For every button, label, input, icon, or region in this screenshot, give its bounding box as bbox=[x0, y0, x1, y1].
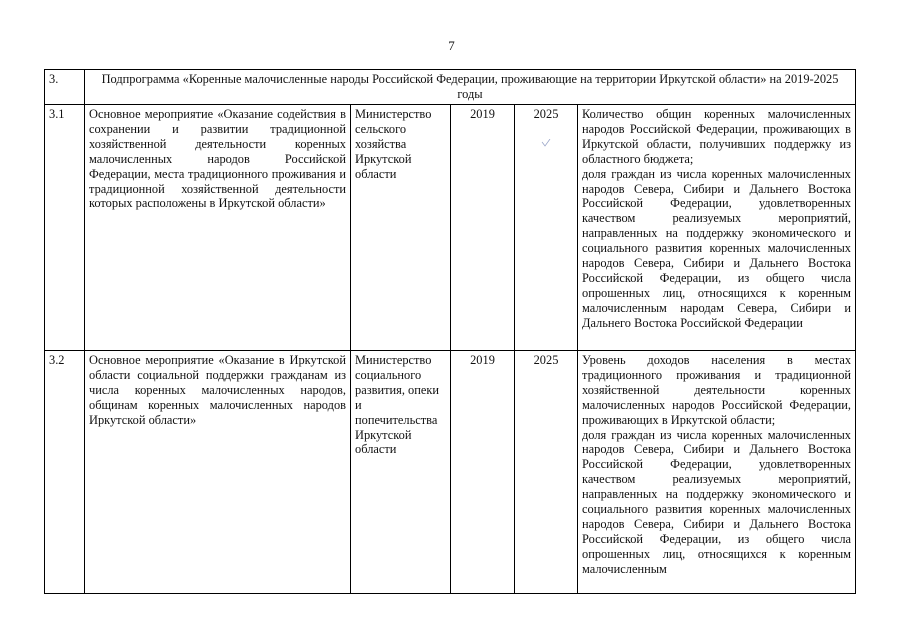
executor-cell: Министерство социального развития, опеки и попечительства Иркутской области bbox=[351, 351, 451, 594]
start-year-cell: 2019 bbox=[451, 351, 515, 594]
indicators-cell: Уровень доходов населения в местах традиционного проживания и традиционной хозяйственной деятельности коренных малочисленных народов Российской Федерации, проживающих в Иркутской области; доля граждан из числа коренных малочисленных народов Севера, Сибири и Дальнего Востока Российской Федерации, удовлетворенных качеством реализуемых мероприятий, направленных на поддержку экономического и социального развития коренных малочисленных народов Севера, Сибири и Дальнего Востока Российской Федерации, из общего числа опрошенных лиц, относящихся к коренным малочисленным bbox=[578, 351, 856, 594]
table-row bbox=[45, 351, 856, 594]
activity-cell: Основное мероприятие «Оказание содействия в сохранении и развитии традиционной хозяйственной деятельности коренных малочисленных народов Российской Федерации, места традиционного проживания и традиционной хозяйственной деятельности которых расположены в Иркутской области» bbox=[85, 105, 351, 351]
row-number: 3.2 bbox=[45, 351, 85, 594]
page-number: 7 bbox=[448, 38, 455, 53]
end-year-cell: 2025 bbox=[515, 351, 578, 594]
table-row bbox=[45, 105, 856, 351]
subprogram-number: 3. bbox=[45, 70, 85, 105]
row-number: 3.1 bbox=[45, 105, 85, 351]
executor-cell: Министерство сельского хозяйства Иркутской области bbox=[351, 105, 451, 351]
indicators-cell: Количество общин коренных малочисленных народов Российской Федерации, проживающих в Иркутской области, получивших поддержку из областного бюджета; доля граждан из числа коренных малочисленных народов Севера, Сибири и Дальнего Востока Российской Федерации, удовлетворенных качеством реализуемых мероприятий, направленных на поддержку экономического и социального развития коренных малочисленных народов Севера, Сибири и Дальнего Востока Российской Федерации, из общего числа опрошенных лиц, относящихся к коренным малочисленным народам Севера, Сибири и Дальнего Востока Российской Федерации bbox=[578, 105, 856, 351]
activity-cell: Основное мероприятие «Оказание в Иркутской области социальной поддержки гражданам из числа коренных малочисленных народов, общинам коренных малочисленных народов Иркутской области» bbox=[85, 351, 351, 594]
start-year-cell: 2019 bbox=[451, 105, 515, 351]
subprogram-title: Подпрограмма «Коренные малочисленные народы Российской Федерации, проживающие на территории Иркутской области» на 2019-2025 годы bbox=[85, 70, 856, 105]
end-year-cell: 2025 bbox=[515, 105, 578, 351]
program-table bbox=[44, 69, 856, 594]
checkmark-mark-icon bbox=[541, 139, 551, 147]
subprogram-row bbox=[45, 70, 856, 105]
